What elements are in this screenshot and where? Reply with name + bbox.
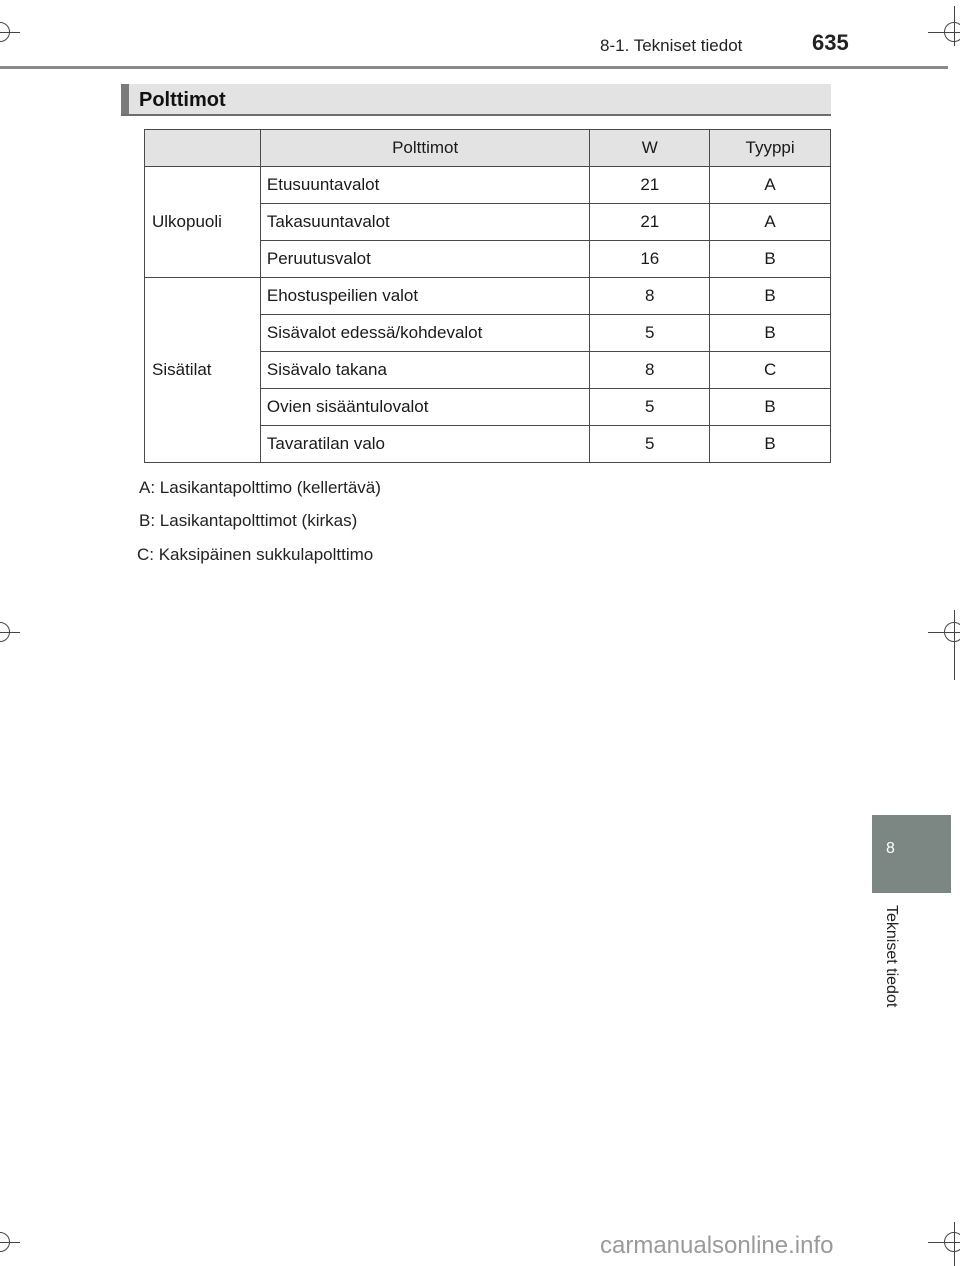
bulb-type: C: [710, 352, 831, 389]
bulb-name: Sisävalot edessä/kohdevalot: [260, 315, 590, 352]
watermark: carmanualsonline.info: [600, 1232, 834, 1259]
table-header-cell: Polttimot: [260, 130, 590, 167]
bulb-name: Ovien sisääntulovalot: [260, 389, 590, 426]
section-heading-bar: [121, 84, 831, 116]
table-header-cell: W: [590, 130, 710, 167]
bulb-type: B: [710, 315, 831, 352]
bulb-name: Peruutusvalot: [260, 241, 590, 278]
chapter-number: 8: [886, 840, 895, 857]
table-header-row: [145, 130, 831, 167]
note-type-a: A: Lasikantapolttimo (kellertävä): [139, 478, 381, 497]
bulb-name: Ehostuspeilien valot: [260, 278, 590, 315]
table-row: [145, 167, 831, 204]
bulb-wattage: 5: [590, 315, 710, 352]
bulb-wattage: 8: [590, 352, 710, 389]
bulb-name: Sisävalo takana: [260, 352, 590, 389]
bulb-type: B: [710, 278, 831, 315]
bulb-wattage: 5: [590, 426, 710, 463]
bulb-type: B: [710, 241, 831, 278]
bulb-type: A: [710, 167, 831, 204]
table-header-cell: Tyyppi: [710, 130, 831, 167]
note-type-c: C: Kaksipäinen sukkulapolttimo: [137, 545, 374, 564]
group-label-exterior: Ulkopuoli: [145, 167, 261, 278]
bulb-wattage: 21: [590, 204, 710, 241]
bulb-type: A: [710, 204, 831, 241]
bulb-name: Tavaratilan valo: [260, 426, 590, 463]
bulb-wattage: 5: [590, 389, 710, 426]
bulb-type: B: [710, 426, 831, 463]
bulb-wattage: 8: [590, 278, 710, 315]
table-row: [145, 278, 831, 315]
bulb-wattage: 16: [590, 241, 710, 278]
chapter-side-label: [876, 905, 900, 1029]
bulb-type: B: [710, 389, 831, 426]
table-header-cell: [145, 130, 261, 167]
bulb-name: Etusuuntavalot: [260, 167, 590, 204]
page-number: 635: [812, 30, 849, 55]
group-label-interior: Sisätilat: [145, 278, 261, 463]
bulb-name: Takasuuntavalot: [260, 204, 590, 241]
chapter-label-text: Tekniset tiedot: [883, 905, 900, 1008]
chapter-tab: [872, 815, 951, 893]
bulb-wattage: 21: [590, 167, 710, 204]
note-type-b: B: Lasikantapolttimot (kirkas): [139, 511, 358, 530]
header-section-title: 8-1. Tekniset tiedot: [600, 36, 743, 55]
bulbs-table: [144, 129, 831, 463]
header-divider: [0, 66, 948, 69]
section-title: Polttimot: [139, 89, 226, 111]
section-heading-accent: [121, 84, 129, 114]
